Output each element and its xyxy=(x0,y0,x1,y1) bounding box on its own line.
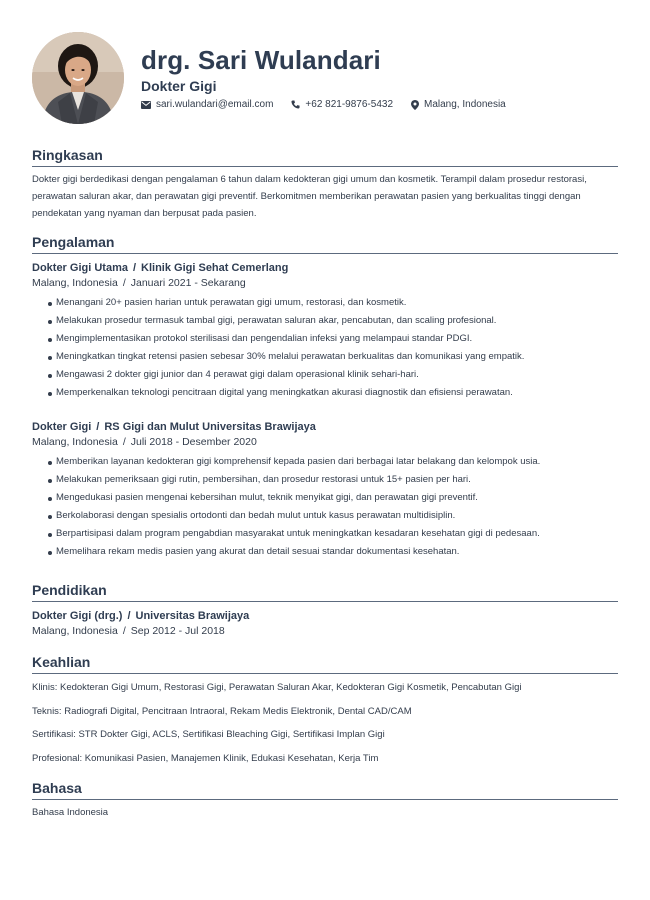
education-entry xyxy=(32,608,618,638)
job-location: Malang, Indonesia xyxy=(32,436,118,448)
list-item: Berkolaborasi dengan spesialis ortodonti dan bedah mulut untuk kasus perawatan multidisiplin. xyxy=(48,507,618,525)
location-text: Malang, Indonesia xyxy=(424,99,506,110)
summary-text: Dokter gigi berdedikasi dengan pengalaman 6 tahun dalam kedokteran gigi umum dan kosmetik. Terampil dalam prosedur restorasi, perawatan saluran akar, dan perawatan gigi preventif. Berkomitmen memberikan perawatan pasien yang berkualitas tinggi dengan pendekatan yang nyaman dan berpusat pada pasien. xyxy=(32,174,587,219)
list-item: Memperkenalkan teknologi pencitraan digital yang meningkatkan akurasi diagnostik dan efisiensi perawatan. xyxy=(48,384,618,402)
list-item: Mengedukasi pasien mengenai kebersihan mulut, teknik menyikat gigi, dan perawatan gigi preventif. xyxy=(48,489,618,507)
job-location: Malang, Indonesia xyxy=(32,277,118,289)
job-bullets xyxy=(32,453,618,561)
job-bullets xyxy=(32,294,618,402)
map-pin-icon xyxy=(411,100,419,110)
contact-email xyxy=(141,99,273,110)
list-item: Meningkatkan tingkat retensi pasien sebesar 30% melalui perawatan berkualitas dan komunikasi yang empatik. xyxy=(48,348,618,366)
contact-location xyxy=(411,99,506,110)
list-item: Memberikan layanan kedokteran gigi komprehensif kepada pasien dari berbagai latar belakang dan kelompok usia. xyxy=(48,453,618,471)
job-entry xyxy=(32,419,618,561)
skills-list xyxy=(32,676,618,770)
job-meta: Malang, Indonesia / Januari 2021 - Sekarang xyxy=(32,277,246,289)
summary-heading: Ringkasan xyxy=(32,147,618,167)
education-section xyxy=(32,582,618,638)
job-role: Dokter Gigi Utama xyxy=(32,262,128,274)
education-location: Malang, Indonesia xyxy=(32,625,118,637)
contact-info xyxy=(141,99,506,110)
education-degree: Dokter Gigi (drg.) xyxy=(32,610,123,622)
list-item: Melakukan pemeriksaan gigi rutin, pembersihan, dan prosedur restorasi untuk 15+ pasien per hari. xyxy=(48,471,618,489)
candidate-name: drg. Sari Wulandari xyxy=(141,45,381,75)
avatar xyxy=(32,32,124,124)
languages-text: Bahasa Indonesia xyxy=(32,807,109,818)
list-item: Menangani 20+ pasien harian untuk perawatan gigi umum, restorasi, dan kosmetik. xyxy=(48,294,618,312)
resume-header xyxy=(32,32,622,128)
contact-phone xyxy=(291,99,393,110)
job-role: Dokter Gigi xyxy=(32,421,92,433)
email-text[interactable]: sari.wulandari@email.com xyxy=(156,99,274,110)
phone-icon xyxy=(291,100,300,109)
envelope-icon xyxy=(141,101,151,109)
list-item: Berpartisipasi dalam program pengabdian masyarakat untuk meningkatkan kesadaran kesehatan gigi di pedesaan. xyxy=(48,525,618,543)
education-school: Universitas Brawijaya xyxy=(135,610,250,622)
job-period: Januari 2021 - Sekarang xyxy=(130,277,246,289)
education-heading: Pendidikan xyxy=(32,582,618,602)
languages-heading: Bahasa xyxy=(32,780,618,800)
list-item: Mengawasi 2 dokter gigi junior dan 4 perawat gigi dalam operasional klinik sehari-hari. xyxy=(48,366,618,384)
list-item: Mengimplementasikan protokol sterilisasi dan pengendalian infeksi yang melampaui standar PDGI. xyxy=(48,330,618,348)
skill-line: Teknis: Radiografi Digital, Pencitraan Intraoral, Rekam Medis Elektronik, Dental CAD/CAM xyxy=(32,705,412,717)
experience-section xyxy=(32,234,618,561)
skill-line: Sertifikasi: STR Dokter Gigi, ACLS, Sertifikasi Bleaching Gigi, Sertifikasi Implan Gigi xyxy=(32,729,385,740)
skills-heading: Keahlian xyxy=(32,654,618,674)
list-item: Memelihara rekam medis pasien yang akurat dan detail sesuai standar dokumentasi kesehatan. xyxy=(48,543,618,561)
job-title: Dokter Gigi xyxy=(141,78,217,94)
job-period: Juli 2018 - Desember 2020 xyxy=(130,436,257,448)
job-entry xyxy=(32,260,618,402)
job-heading: Dokter Gigi Utama / Klinik Gigi Sehat Cemerlang xyxy=(32,262,289,274)
job-org: RS Gigi dan Mulut Universitas Brawijaya xyxy=(104,421,316,433)
education-meta: Malang, Indonesia / Sep 2012 - Jul 2018 xyxy=(32,625,225,637)
job-heading: Dokter Gigi / RS Gigi dan Mulut Universitas Brawijaya xyxy=(32,421,316,433)
list-item: Melakukan prosedur termasuk tambal gigi, perawatan saluran akar, pencabutan, dan scaling profesional. xyxy=(48,312,618,330)
languages-section xyxy=(32,780,618,821)
education-heading-line: Dokter Gigi (drg.) / Universitas Brawijaya xyxy=(32,610,250,622)
job-meta: Malang, Indonesia / Juli 2018 - Desember 2020 xyxy=(32,436,257,448)
experience-heading: Pengalaman xyxy=(32,234,618,254)
skills-section xyxy=(32,654,618,770)
education-period: Sep 2012 - Jul 2018 xyxy=(130,625,225,637)
job-org: Klinik Gigi Sehat Cemerlang xyxy=(141,262,289,274)
skill-line: Klinis: Kedokteran Gigi Umum, Restorasi Gigi, Perawatan Saluran Akar, Kedokteran Gigi Kosmetik, Pencabutan Gigi xyxy=(32,682,522,693)
phone-text[interactable]: +62 821-9876-5432 xyxy=(305,99,393,110)
summary-section xyxy=(32,147,618,222)
skill-line: Profesional: Komunikasi Pasien, Manajemen Klinik, Edukasi Kesehatan, Kerja Tim xyxy=(32,752,379,764)
